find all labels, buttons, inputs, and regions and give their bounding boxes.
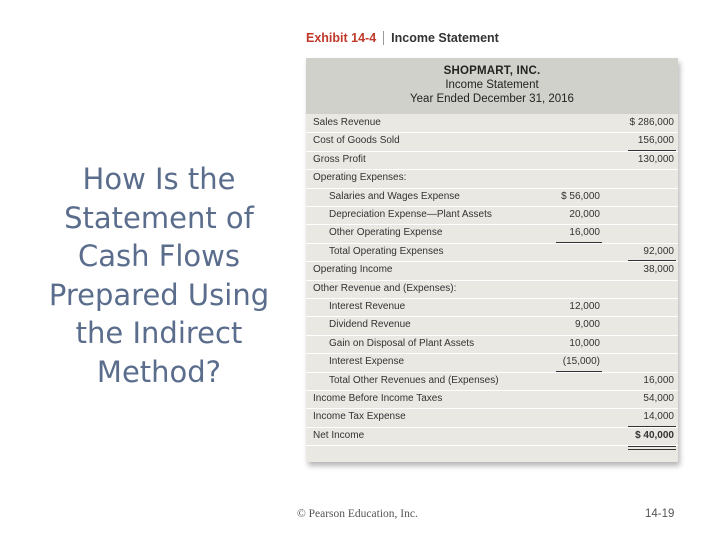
statement-row [306, 428, 678, 446]
row-label: Gross Profit [313, 153, 366, 165]
row-label: Other Revenue and (Expenses): [313, 282, 457, 294]
footer-copyright: © Pearson Education, Inc. [297, 508, 418, 520]
row-label: Operating Income [313, 264, 393, 276]
statement-row [306, 189, 678, 207]
row-amount-col1: $ 56,000 [561, 190, 600, 202]
statement-row [306, 262, 678, 280]
statement-row [306, 336, 678, 354]
statement-row [306, 354, 678, 372]
exhibit-name: Income Statement [391, 31, 499, 45]
row-amount-col1: 20,000 [569, 209, 600, 220]
row-amount-col2: 14,000 [643, 411, 674, 423]
row-label: Other Operating Expense [329, 227, 443, 239]
statement-row [306, 281, 678, 299]
row-amount-col2: 92,000 [643, 245, 674, 257]
row-amount-col2: $ 286,000 [629, 117, 674, 128]
statement-row [306, 317, 678, 335]
row-amount-col2: 54,000 [643, 393, 674, 404]
statement-row [306, 244, 678, 262]
statement-row [306, 133, 678, 151]
row-label: Operating Expenses: [313, 172, 407, 184]
row-label: Sales Revenue [313, 117, 381, 128]
statement-title: Income Statement [445, 79, 539, 91]
row-amount-col1: 9,000 [574, 319, 600, 331]
statement-row [306, 170, 678, 188]
row-amount-col1: 16,000 [569, 227, 600, 239]
subtotal-rule [556, 371, 602, 372]
statement-period: Year Ended December 31, 2016 [410, 93, 574, 105]
total-double-rule [628, 446, 676, 450]
statement-row [306, 225, 678, 243]
row-label: Income Before Income Taxes [313, 393, 443, 404]
exhibit-divider [383, 31, 384, 45]
statement-row [306, 115, 678, 133]
subtotal-rule [628, 150, 676, 151]
row-amount-col2: $ 40,000 [635, 429, 674, 441]
row-amount-col1: 12,000 [569, 301, 600, 312]
statement-row [306, 152, 678, 170]
statement-row [306, 299, 678, 317]
row-label: Total Other Revenues and (Expenses) [329, 374, 499, 386]
statement-row [306, 391, 678, 409]
statement-header [306, 58, 678, 114]
subtotal-rule [628, 426, 676, 427]
subtotal-rule [628, 260, 676, 261]
statement-row [306, 373, 678, 391]
row-label: Depreciation Expense—Plant Assets [329, 209, 492, 220]
row-amount-col2: 38,000 [643, 264, 674, 276]
row-label: Interest Revenue [329, 301, 406, 312]
row-label: Interest Expense [329, 356, 405, 368]
company-name: SHOPMART, INC. [443, 65, 541, 77]
row-amount-col2: 130,000 [637, 153, 674, 165]
row-amount-col1: (15,000) [562, 356, 600, 368]
row-label: Dividend Revenue [329, 319, 411, 331]
slide-title: How Is the Statement of Cash Flows Prepared Using the Indirect Method? [48, 162, 270, 389]
exhibit-number: Exhibit 14-4 [306, 31, 377, 45]
exhibit-header [306, 30, 499, 46]
subtotal-rule [556, 242, 602, 243]
statement-row [306, 207, 678, 225]
row-amount-col2: 156,000 [637, 135, 674, 147]
footer-page-number: 14-19 [645, 508, 675, 520]
row-label: Cost of Goods Sold [313, 135, 400, 147]
row-label: Net Income [313, 429, 365, 441]
income-statement-card [306, 58, 678, 462]
row-label: Income Tax Expense [313, 411, 406, 423]
row-label: Salaries and Wages Expense [329, 190, 460, 202]
row-amount-col1: 10,000 [569, 337, 600, 349]
row-label: Gain on Disposal of Plant Assets [329, 337, 475, 349]
row-amount-col2: 16,000 [643, 374, 674, 386]
row-label: Total Operating Expenses [329, 245, 444, 257]
statement-row [306, 409, 678, 427]
